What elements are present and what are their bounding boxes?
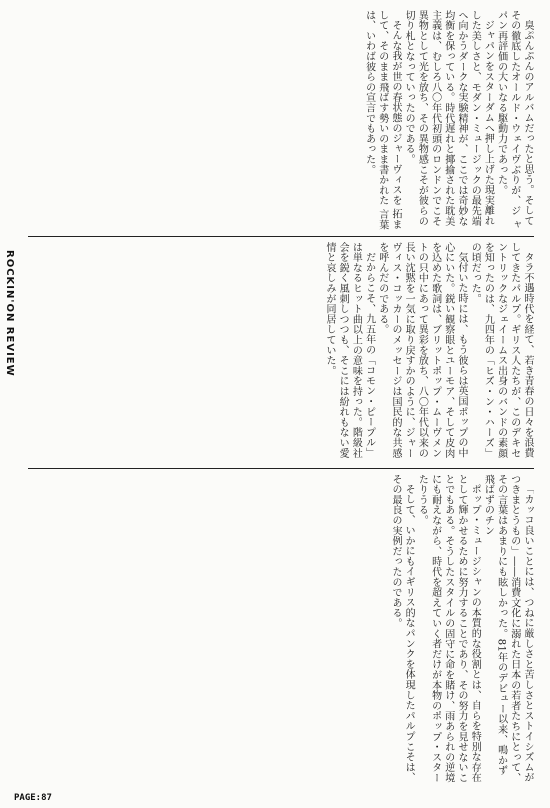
article-column-middle	[26, 242, 534, 464]
paragraph: ポップ・ミュージシャンの本質的な役割とは、自らを特別な存在として輝かせるために努力することであり、その努力を見せないことでもある。そうしたスタイルの固守に命を賭け、雨あられの逆境にも耐えながら、時代を超えていく者だけが本物のポップ・スターたりうる。	[416, 474, 481, 783]
paragraph: そして、いかにもイギリス的なパンクを体現したパルプこそは、その最良の実例だったのである。	[389, 474, 415, 783]
section-label: ROCKIN'ON REVIEW	[4, 250, 15, 377]
paragraph: ジャパンをスターダムへ押し上げた現実離れした美しさと、モダン・ミュージックの最先端へ向かうダークな実験精神が、ここでは奇妙な均衡を保っている。時代遅れと揶揄された耽美主義は、むしろ八〇年代初頭のロンドンでこそ異物として光を放ち、その異物感こそが彼らの切り札となっていったのである。	[403, 10, 494, 227]
paragraph: タラ不遇時代を経て、若き青春の日々を浪費してきたパルプ。ギリス人たちが、このデキセントリックなジェイームス出身のバンドの素顔を知ったのは、九四年の「ヒズ・ン・ハーズ」の頃だった。	[469, 242, 533, 459]
paragraph: だからこそ、九五年の「コモン・ピープル」は単なるヒット曲以上の意味を持った。階級社会を鋭く風刺しつつも、そこには紛れもない愛情と哀しみが同居していた。	[323, 242, 375, 459]
page-number: PAGE:87	[14, 793, 52, 803]
article-column-top	[26, 10, 534, 232]
column-divider	[28, 236, 534, 237]
paragraph: 「カッコ良いことには、つねに厳しさと苦しさとストイシズムがつきまとうもの」――消費文化に溺れた日本の若者たちにとって、その言葉はあまりにも眩しかった。81年のデビュー以来、鳴かず飛ばずのチン	[482, 474, 533, 783]
column-divider	[28, 468, 534, 469]
paragraph: 臭ぷんぷんのアルバムだったと思う。そして その徹底したオールド・ウェイヴぶりが、ジ ャパン再評価の大いなる駆動力であった。	[495, 10, 533, 230]
paragraph: 気付いた時には、もう彼らは英国ポップの中心にいた。鋭い観察眼とユーモア、そして皮肉を込めた歌詞は、ブリットポップ・ムーヴメントの只中にあって異彩を放ち、八〇年代以来の長い沈黙を一気に取り戻すかのように、ジャーヴィス・コッカーのメッセージは国民的な共感を呼んだのである。	[376, 242, 467, 459]
article-column-bottom	[26, 474, 534, 786]
paragraph: そんな我が世の春状態のジャーヴィスを 拓まして、そのまま飛ばす勢いのまま書かれた 言葉は、いわば彼らの宣言でもあった。	[363, 10, 401, 230]
